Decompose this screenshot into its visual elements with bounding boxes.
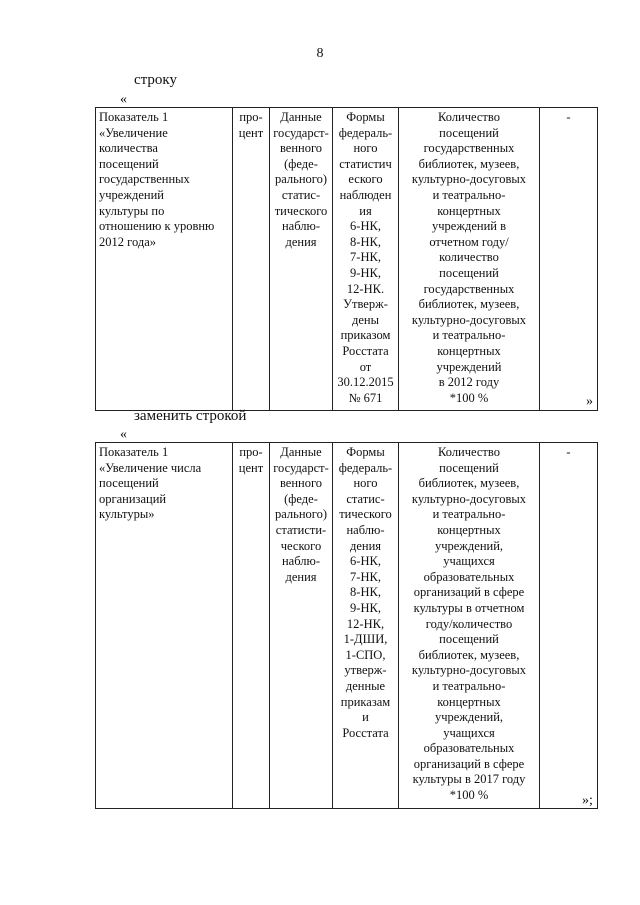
cell-text-line: государственных (423, 141, 515, 156)
cell-text-line: наблю- (281, 219, 321, 234)
cell-text-line: ческого (280, 538, 322, 553)
cell-text-line: библиотек, музеев, (418, 297, 520, 312)
cell-text-line: культурно-досуговых (411, 312, 527, 327)
cell-text-line: 2012 года» (99, 234, 156, 249)
cell-text-line: организаций в сфере (413, 756, 525, 771)
cell-text-line: дения (285, 569, 317, 584)
calculation-method-cell (399, 443, 540, 809)
cell-text-line: статис- (346, 491, 385, 506)
cell-text-line: Количество (438, 110, 500, 124)
cell-text-line: учреждений (436, 359, 502, 374)
cell-text-line: тического (339, 507, 392, 522)
data-source-cell (270, 443, 333, 809)
cell-text-line: государственных (423, 281, 515, 296)
cell-text-line: культурно-досуговых (411, 172, 527, 187)
data-source-cell (270, 108, 333, 411)
cell-text-line: цент (238, 460, 264, 475)
cell-text-line: организаций в сфере (413, 585, 525, 600)
cell-text-line: году/количество (425, 616, 513, 631)
cell-text-line: Росстата (342, 343, 389, 358)
cell-text-line: приказам (340, 694, 391, 709)
cell-text-line: учреждений, (434, 538, 504, 553)
cell-text-line: культуры по (99, 203, 165, 218)
cell-text-line: № 671 (348, 390, 383, 405)
section1-table (95, 107, 598, 411)
unit-cell (233, 443, 270, 809)
cell-text-line: наблюден (339, 187, 392, 202)
cell-text-line: наблю- (281, 554, 321, 569)
cell-text-line: ного (353, 476, 378, 491)
cell-text-line: учреждений в (432, 219, 506, 234)
cell-text-line: дены (352, 312, 379, 327)
cell-text-line: еского (348, 172, 383, 187)
cell-text-line: в 2012 году (438, 375, 500, 390)
cell-text-line: про- (239, 110, 263, 124)
cell-text-line: учреждений, (434, 710, 504, 725)
cell-text-line: Утверж- (343, 297, 388, 312)
section1-label: строку (134, 72, 177, 88)
cell-text-line: *100 % (449, 390, 489, 405)
cell-text-line: *100 % (449, 788, 489, 803)
cell-text-line: 9-НК, (350, 600, 381, 615)
cell-text-line: отчетном году/ (429, 234, 509, 249)
cell-text-line: концертных (437, 694, 501, 709)
cell-text-line: отношению к уровню (99, 219, 215, 234)
cell-text-line: Росстата (342, 725, 389, 740)
cell-text-line: посещений (439, 125, 499, 140)
section2-table (95, 442, 598, 809)
cell-text-line: «Увеличение (99, 125, 168, 140)
cell-text-line: дения (349, 538, 382, 553)
cell-text-line: количества (99, 141, 158, 156)
page-number: 8 (316, 46, 324, 61)
cell-text-line: государст- (273, 460, 329, 475)
cell-text-line: дения (285, 234, 317, 249)
cell-text-line: культурно-досуговых (411, 491, 527, 506)
cell-text-line: ного (353, 141, 378, 156)
cell-text-line: венного (279, 476, 323, 491)
cell-text-line: утверж- (344, 663, 387, 678)
statistical-forms-cell (333, 443, 399, 809)
cell-text-line: образовательных (423, 741, 515, 756)
cell-text-line: библиотек, музеев, (418, 476, 520, 491)
cell-text-line: статис- (281, 187, 321, 202)
cell-text-line: 12-НК, (346, 616, 385, 631)
unit-cell (233, 108, 270, 411)
cell-text-line: 1-СПО, (345, 647, 386, 662)
cell-text-line: 7-НК, (350, 569, 381, 584)
cell-text-line: денные (345, 678, 386, 693)
cell-text-line: федераль- (338, 125, 393, 140)
cell-text-line: наблю- (346, 522, 385, 537)
section1-open-quote: « (120, 92, 127, 107)
cell-text-line: статисти- (275, 522, 327, 537)
cell-text-line: 8-НК, (350, 234, 381, 249)
cell-text-line: посещений (439, 632, 499, 647)
extra-cell: - (540, 443, 598, 809)
cell-text-line: образовательных (423, 569, 515, 584)
cell-text-line: федераль- (338, 460, 393, 475)
cell-text-line: концертных (437, 522, 501, 537)
cell-text-line: 12-НК. (346, 281, 385, 296)
section2-label: заменить строкой (134, 408, 247, 424)
cell-text-line: посещений (99, 156, 159, 171)
cell-text-line: культуры в отчетном (413, 600, 525, 615)
cell-text-line: и театрально- (432, 187, 506, 202)
indicator-name-cell (96, 108, 233, 411)
section1-close-quote: » (586, 394, 593, 409)
cell-text-line: культурно-досуговых (411, 663, 527, 678)
statistical-forms-cell (333, 108, 399, 411)
cell-text-line: рального) (274, 172, 327, 187)
cell-text-line: цент (238, 125, 264, 140)
cell-text-line: «Увеличение числа (99, 460, 202, 475)
cell-text-line: организаций (99, 491, 167, 506)
cell-text-line: государственных (99, 172, 190, 187)
table-row (96, 443, 598, 809)
cell-text-line: статистич (339, 156, 392, 171)
cell-text-line: 6-НК, (350, 219, 381, 234)
cell-text-line: концертных (437, 343, 501, 358)
cell-text-line: Формы (346, 110, 385, 124)
cell-text-line: рального) (274, 507, 327, 522)
cell-text-line: и театрально- (432, 507, 506, 522)
cell-text-line: и театрально- (432, 678, 506, 693)
cell-text-line: (феде- (284, 156, 318, 171)
table-row (96, 108, 598, 411)
section2-close-quote: »; (582, 793, 593, 808)
cell-text-line: и (362, 710, 369, 725)
cell-text-line: от (359, 359, 372, 374)
cell-text-line: библиотек, музеев, (418, 647, 520, 662)
cell-text-line: Количество (438, 445, 500, 459)
cell-text-line: 9-НК, (350, 265, 381, 280)
cell-text-line: культуры» (99, 507, 155, 522)
cell-text-line: Данные (280, 110, 322, 124)
cell-text-line: Показатель 1 (99, 110, 169, 124)
section2-open-quote: « (120, 427, 127, 442)
cell-text-line: учреждений (99, 187, 164, 202)
cell-text-line: про- (239, 445, 263, 459)
cell-text-line: посещений (439, 460, 499, 475)
cell-text-line: приказом (340, 328, 391, 343)
cell-text-line: 1-ДШИ, (343, 632, 388, 647)
cell-text-line: 7-НК, (350, 250, 381, 265)
cell-text-line: количество (439, 250, 499, 265)
cell-text-line: учащихся (443, 725, 495, 740)
calculation-method-cell (399, 108, 540, 411)
cell-text-line: учащихся (443, 554, 495, 569)
cell-text-line: и театрально- (432, 328, 506, 343)
extra-cell: - (540, 108, 598, 411)
cell-text-line: (феде- (284, 491, 318, 506)
cell-text-line: 6-НК, (350, 554, 381, 569)
cell-text-line: ия (359, 203, 372, 218)
cell-text-line: 8-НК, (350, 585, 381, 600)
cell-text-line: Показатель 1 (99, 445, 169, 459)
cell-text-line: Формы (346, 445, 385, 459)
cell-text-line: посещений (439, 265, 499, 280)
indicator-name-cell (96, 443, 233, 809)
cell-text-line: Данные (280, 445, 322, 459)
cell-text-line: тического (274, 203, 328, 218)
cell-text-line: концертных (437, 203, 501, 218)
cell-text-line: 30.12.2015 (337, 375, 394, 390)
cell-text-line: культуры в 2017 году (412, 772, 526, 787)
cell-text-line: библиотек, музеев, (418, 156, 520, 171)
cell-text-line: посещений (99, 476, 159, 491)
cell-text-line: венного (279, 141, 323, 156)
cell-text-line: государст- (273, 125, 329, 140)
